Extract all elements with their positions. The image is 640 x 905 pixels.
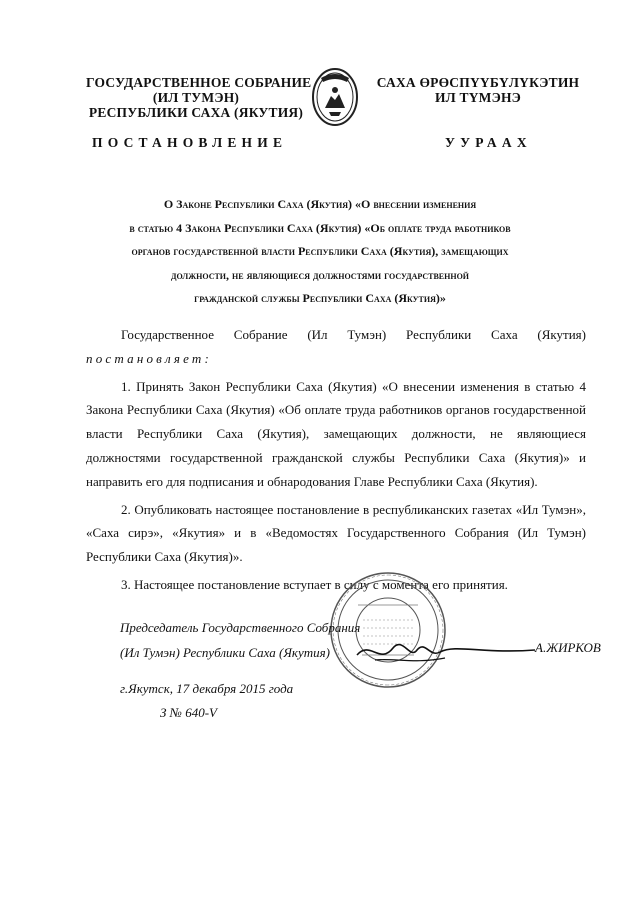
header-right-block (368, 75, 588, 105)
intro-word: Тумэн) (347, 327, 387, 342)
intro-word: (Ил (307, 327, 328, 342)
title-line: должности, не являющиеся должностями государственной (170, 267, 470, 282)
coat-of-arms-icon (311, 66, 359, 128)
intro-word: Собрание (233, 327, 288, 342)
header-right-line: ИЛ ТҮМЭНЭ (434, 90, 522, 105)
resolution-title (90, 193, 550, 311)
title-line: в статью 4 Закона Республики Саха (Якутия) «Об оплате труда работников (129, 220, 511, 235)
document-type-ru: ПОСТАНОВЛЕНИЕ (92, 135, 288, 150)
resolution-body (86, 323, 586, 597)
signatory-name: А.ЖИРКОВ (535, 640, 601, 655)
document-number: З № 640-V (160, 705, 217, 720)
item-1: 1. Принять Закон Республики Саха (Якутия) «О внесении изменения в статью 4 Закона Республики Саха (Якутия) «Об оплате труда работников органов государственной власти Республики Саха (Якутия), замещающих должности, не являющиеся должностями государственной гражданской службы Республики Саха (Якутия)» и направить его для подписания и обнародования Главе Республики Саха (Якутия). (86, 378, 586, 489)
header-left-block (86, 75, 312, 120)
intro-word: (Якутия) (537, 327, 586, 342)
title-line: гражданской службы Республики Саха (Якутия)» (194, 291, 446, 305)
item-3: 3. Настоящее постановление вступает в силу с момента его принятия. (121, 576, 508, 592)
document-type-sakha: УУРААХ (445, 135, 532, 150)
place-date: г.Якутск, 17 декабря 2015 года (120, 681, 294, 696)
intro-word: Саха (491, 327, 518, 342)
header-right-line: САХА ӨРӨСПҮҮБҮЛҮКЭТИН (376, 75, 580, 90)
intro-word: Государственное (121, 327, 214, 342)
title-line: органов государственной власти Республики Саха (Якутия), замещающих (131, 244, 509, 258)
handwritten-signature-icon (355, 630, 540, 670)
signatory-position (120, 615, 360, 665)
item-2: 2. Опубликовать настоящее постановление в республиканских газетах «Ил Тумэн», «Саха сирэ», «Якутия» и в «Ведомостях Государственного Собрания (Ил Тумэн) Республики Саха (Якутия)». (86, 501, 586, 565)
position-line: Председатель Государственного Собрания (120, 620, 361, 635)
resolves-word: постановляет: (86, 350, 213, 366)
header-left-line: РЕСПУБЛИКИ САХА (ЯКУТИЯ) (88, 105, 304, 120)
intro-line (86, 323, 586, 347)
title-line: О Законе Республики Саха (Якутия) «О внесении изменения (163, 197, 477, 211)
intro-word: Республики (406, 327, 472, 342)
header-left-line: (ИЛ ТУМЭН) (152, 90, 240, 105)
position-line: (Ил Тумэн) Республики Саха (Якутия) (120, 645, 330, 660)
header-left-line: ГОСУДАРСТВЕННОЕ СОБРАНИЕ (86, 75, 312, 90)
